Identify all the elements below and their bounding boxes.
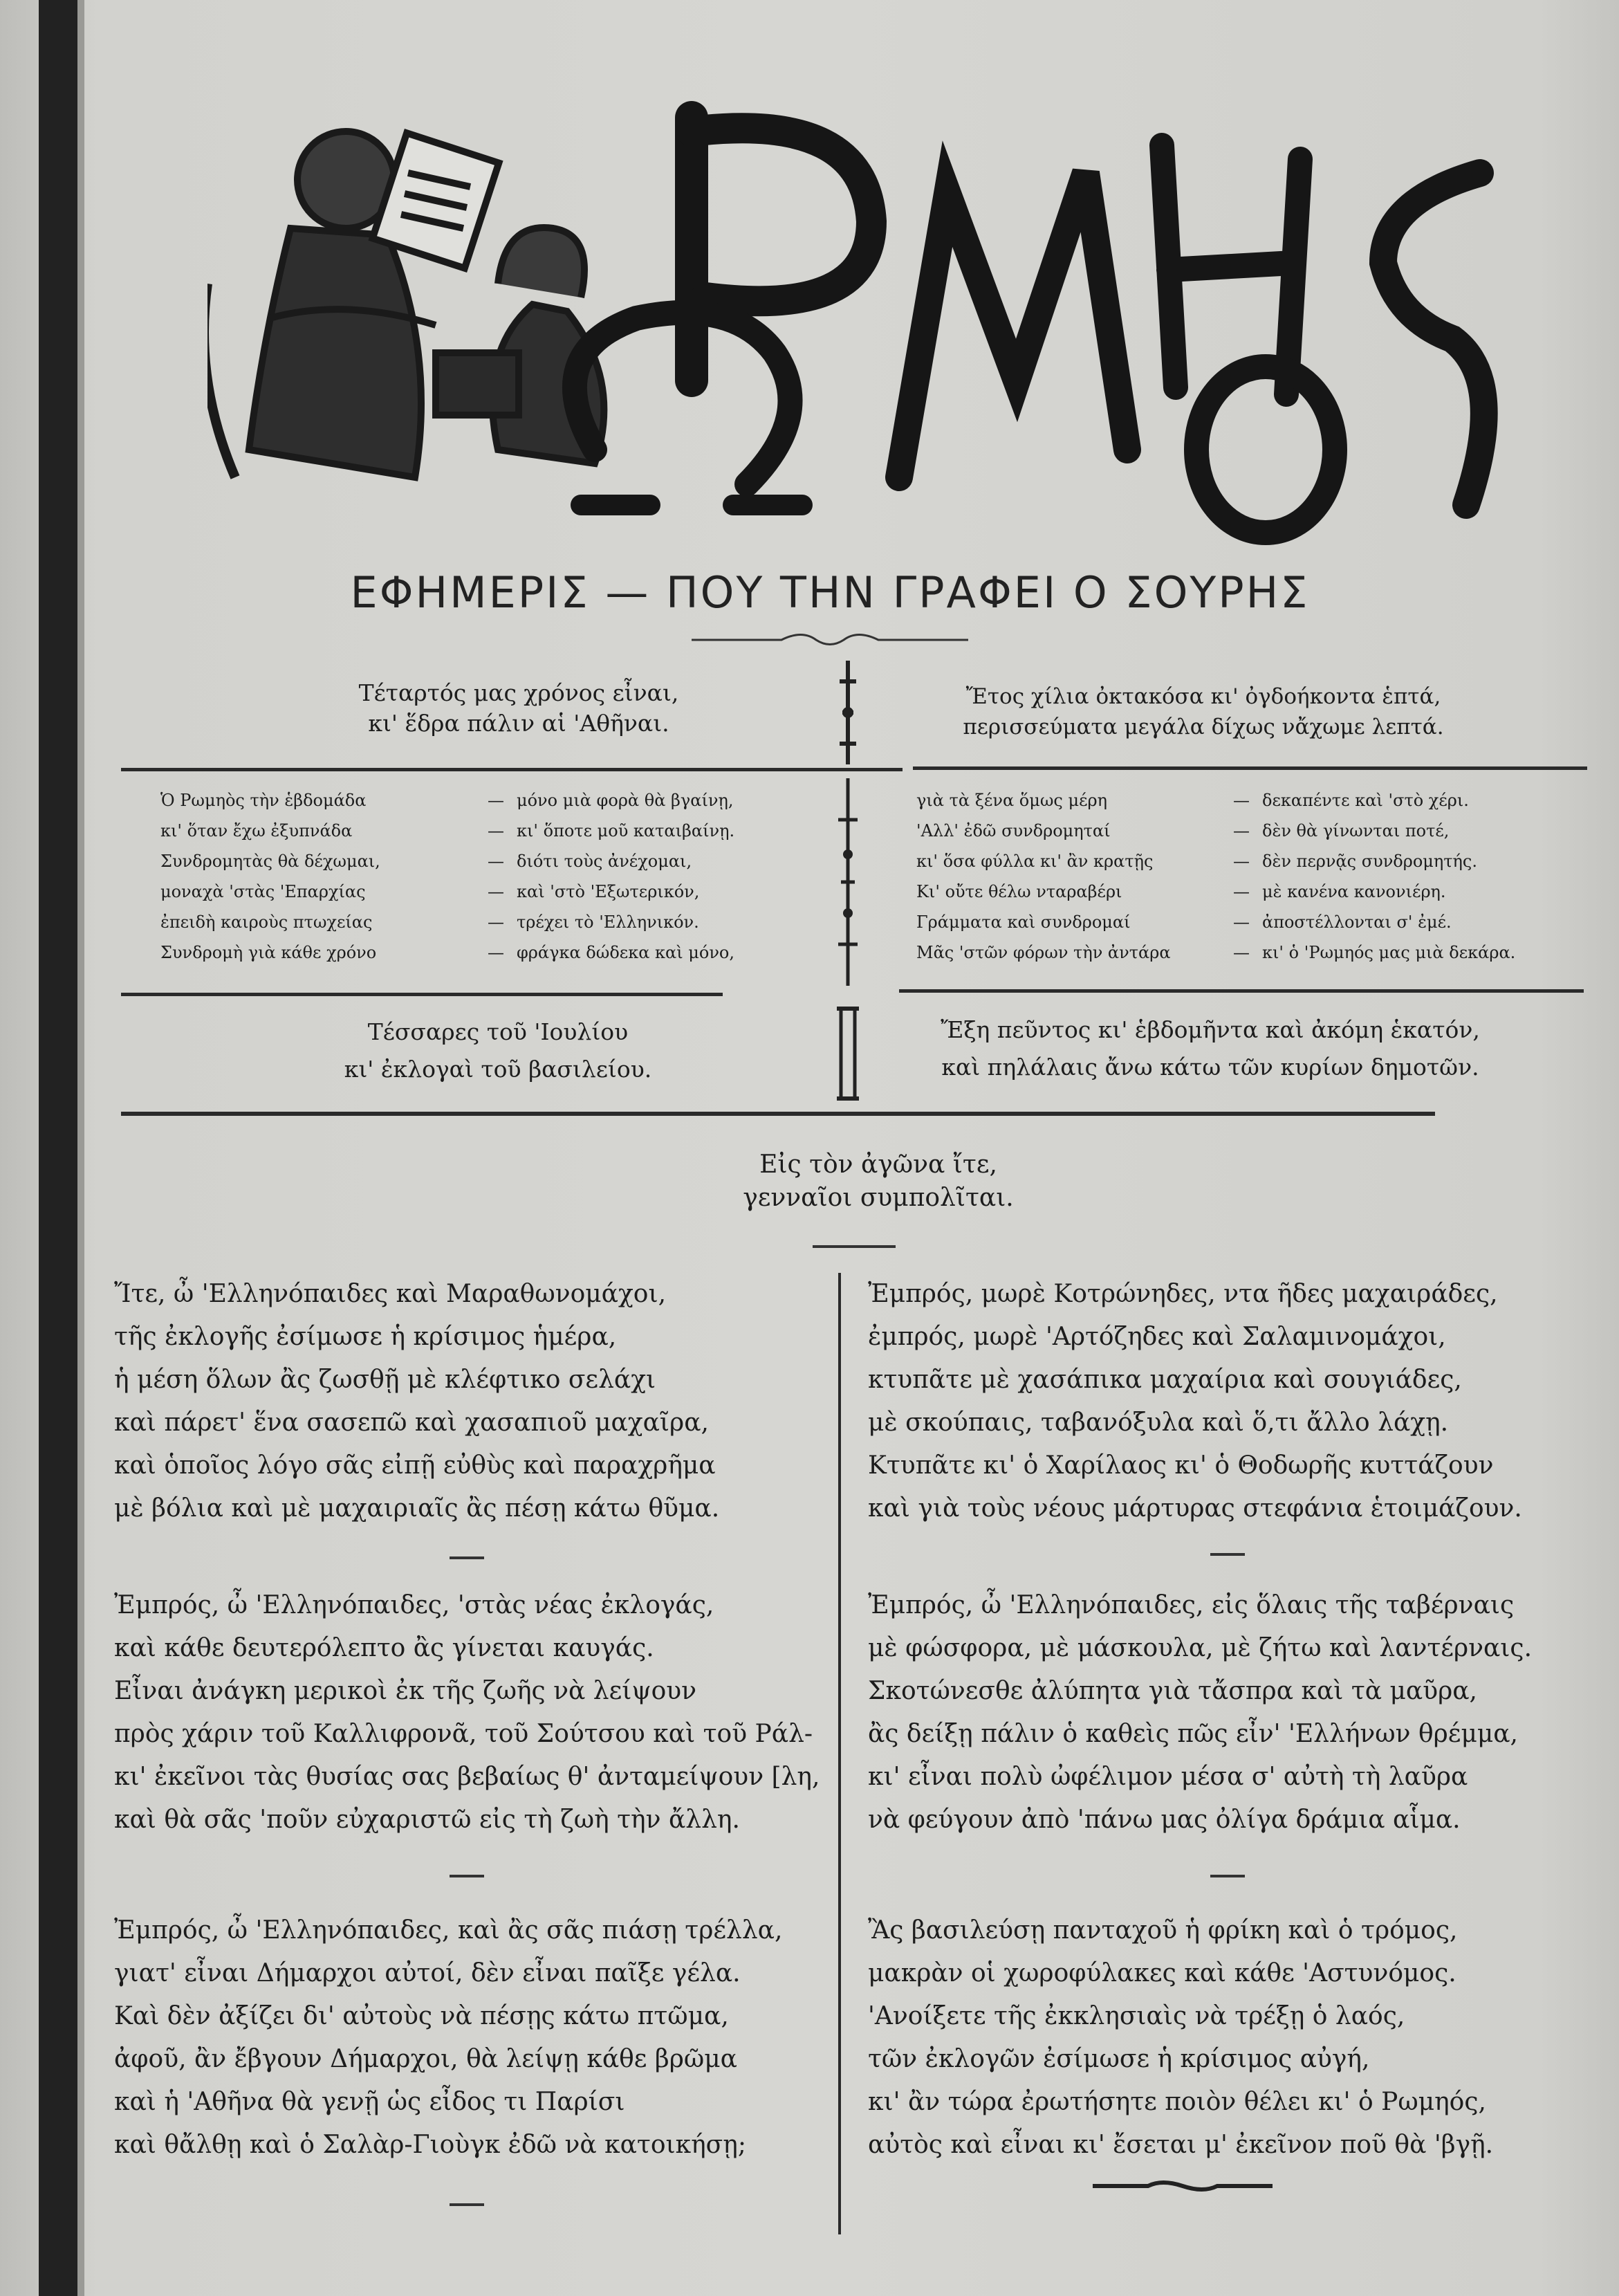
- ledger-row: γιὰ τὰ ξένα ὅμως μέρη — δεκαπέντε καὶ 'στὸ χέρι.: [916, 791, 1469, 810]
- ledger-row: Κι' οὔτε θέλω νταραβέρι — μὲ κανένα κανονιέρη.: [916, 882, 1446, 901]
- closing-flourish: [1093, 2179, 1273, 2193]
- election-note-left: [207, 1013, 788, 1088]
- binding-edge: [77, 0, 84, 2296]
- masthead-subtitle: ΕΦΗΜΕΡΙΣ — ΠΟΥ ΤΗΝ ΓΡΑΦΕΙ Ο ΣΟΥΡΗΣ: [350, 567, 1310, 618]
- poem-line: μὲ βόλια καὶ μὲ μαχαιριαῖς ἂς πέσῃ κάτω θῦμα.: [114, 1494, 720, 1523]
- poem-stanza-right-3: [868, 1909, 1580, 2167]
- motto-line: Εἰς τὸν ἀγῶνα ἴτε,: [759, 1150, 997, 1179]
- stanza-separator: [450, 2203, 484, 2206]
- ledger-row: κι' ὅταν ἔχω ἐξυπνάδα — κι' ὅποτε μοῦ καταιβαίνῃ.: [160, 821, 735, 841]
- poem-line: κι' εἶναι πολὺ ὠφέλιμον μέσα σ' αὐτὴ τὴ λαῦρα: [868, 1763, 1468, 1791]
- poem-line: Ἴτε, ὦ 'Ελληνόπαιδες καὶ Μαραθωνομάχοι,: [114, 1280, 667, 1308]
- poem-line: γιατ' εἶναι Δήμαρχοι αὐτοί, δὲν εἶναι παῖξε γέλα.: [114, 1959, 741, 1987]
- poem-line: Κτυπᾶτε κι' ὁ Χαρίλαος κι' ὁ Θοδωρῆς κυττάζουν: [868, 1451, 1494, 1480]
- poem-line: καὶ θὰ σᾶς 'ποῦν εὐχαριστῶ εἰς τὴ ζωὴ τὴν ἄλλη.: [114, 1806, 740, 1834]
- year-note-left: [207, 678, 830, 739]
- poem-line: Εἶναι ἀνάγκη μερικοὶ ἐκ τῆς ζωῆς νὰ λείψουν: [114, 1677, 697, 1705]
- poem-line: Ἐμπρός, μωρὲ Κοτρώνηδες, ντα ῆδες μαχαιράδες,: [868, 1280, 1498, 1308]
- poem-stanza-left-3: [114, 1909, 826, 2167]
- vertical-ornament: [834, 661, 862, 764]
- ledger-row: Ὁ Ρωμηὸς τὴν ἑβδομάδα — μόνο μιὰ φορὰ θὰ βγαίνῃ,: [160, 791, 734, 810]
- motto-rule: [813, 1245, 896, 1248]
- poem-motto: [678, 1148, 1079, 1215]
- poem-line: κι' ἂν τώρα ἐρωτήσητε ποιὸν θέλει κι' ὁ Ρωμηός,: [868, 2088, 1486, 2116]
- poem-line: Ἂς βασιλεύσῃ πανταχοῦ ἡ φρίκη καὶ ὁ τρόμος,: [868, 1916, 1458, 1945]
- stanza-separator: [450, 1556, 484, 1559]
- poem-line: μακρὰν οἱ χωροφύλακες καὶ κάθε 'Αστυνόμος.: [868, 1959, 1456, 1987]
- stanza-separator: [450, 1875, 484, 1877]
- vertical-ornament: [834, 1002, 862, 1105]
- poem-line: τῶν ἐκλογῶν ἐσίμωσε ἡ κρίσιμος αὐγή,: [868, 2045, 1370, 2073]
- year-note-right: [892, 681, 1515, 742]
- ledger-row: Συνδρομὴ γιὰ κάθε χρόνο — φράγκα δώδεκα καὶ μόνο,: [160, 943, 734, 962]
- election-note-left-line: Τέσσαρες τοῦ 'Ιουλίου: [367, 1018, 629, 1045]
- poem-line: Ἐμπρός, ὦ 'Ελληνόπαιδες, εἰς ὅλαις τῆς ταβέρναις: [868, 1591, 1515, 1619]
- poem-line: καὶ ἡ 'Αθῆνα θὰ γενῇ ὡς εἶδος τι Παρίσι: [114, 2088, 625, 2116]
- year-note-left-line: Τέταρτός μας χρόνος εἶναι,: [358, 679, 679, 706]
- masthead-title-letters: [575, 118, 1484, 533]
- poem-line: ἂς δείξῃ πάλιν ὁ καθεὶς πῶς εἶν' 'Ελλήνων θρέμμα,: [868, 1720, 1518, 1748]
- poem-line: κτυπᾶτε μὲ χασάπικα μαχαίρια καὶ σουγιάδες,: [868, 1366, 1462, 1394]
- poem-line: μὲ σκούπαις, ταβανόξυλα καὶ ὅ,τι ἄλλο λάχῃ.: [868, 1408, 1449, 1437]
- ledger-row: Γράμματα καὶ συνδρομαί — ἀποστέλλονται σ' ἐμέ.: [916, 912, 1452, 932]
- poem-line: Ἐμπρός, ὦ 'Ελληνόπαιδες, 'στὰς νέας ἐκλογάς,: [114, 1591, 714, 1619]
- ledger-row: Συνδρομητὰς θὰ δέχωμαι, — διότι τοὺς ἀνέχομαι,: [160, 852, 692, 871]
- masthead: [207, 90, 1521, 547]
- masthead-logo: [207, 90, 1521, 547]
- poem-line: μὲ φώσφορα, μὲ μάσκουλα, μὲ ζήτω καὶ λαντέρναις.: [868, 1634, 1533, 1662]
- poem-line: καὶ ὁποῖος λόγο σᾶς εἰπῇ εὐθὺς καὶ παραχρῆμα: [114, 1451, 716, 1480]
- stanza-separator: [1210, 1553, 1245, 1556]
- election-note-right-line: καὶ πηλάλαις ἄνω κάτω τῶν κυρίων δημοτῶν.: [941, 1054, 1479, 1081]
- poem-stanza-right-2: [868, 1584, 1580, 1842]
- poem-line: ἀφοῦ, ἂν ἔβγουν Δήμαρχοι, θὰ λείψῃ κάθε βρῶμα: [114, 2045, 737, 2073]
- election-note-right-line: Ἔξη πεῦντος κι' ἑβδομῆντα καὶ ἀκόμη ἑκατόν,: [941, 1016, 1480, 1043]
- poem-line: ἐμπρός, μωρὲ 'Αρτόζηδες καὶ Σαλαμινομάχοι,: [868, 1323, 1446, 1351]
- rule: [121, 1112, 1435, 1116]
- subscription-ledger-left: [160, 785, 766, 968]
- poem-stanza-left-2: [114, 1584, 826, 1842]
- poem-stanza-right-1: [868, 1273, 1580, 1530]
- poem-line: αὐτὸς καὶ εἶναι κι' ἔσεται μ' ἐκεῖνον ποῦ θὰ 'βγῇ.: [868, 2131, 1494, 2159]
- poem-line: τῆς ἐκλογῆς ἐσίμωσε ἡ κρίσιμος ἡμέρα,: [114, 1323, 617, 1351]
- rule: [913, 766, 1587, 770]
- vertical-ornament: [834, 778, 862, 986]
- year-note-right-line: περισσεύματα μεγάλα δίχως νἄχωμε λεπτά.: [963, 715, 1444, 740]
- poem-line: νὰ φεύγουν ἀπὸ 'πάνω μας ὀλίγα δράμια αἷμα.: [868, 1806, 1461, 1834]
- poem-line: καὶ θἄλθῃ καὶ ὁ Σαλὰρ-Γιοὺγκ ἐδῶ νὰ κατοικήσῃ;: [114, 2131, 746, 2159]
- poem-line: καὶ κάθε δευτερόλεπτο ἂς γίνεται καυγάς.: [114, 1634, 654, 1662]
- stanza-separator: [1210, 1875, 1245, 1877]
- poem-line: πρὸς χάριν τοῦ Καλλιφρονᾶ, τοῦ Σούτσου καὶ τοῦ Ράλ-: [114, 1720, 813, 1748]
- ledger-row: Μᾶς 'στῶν φόρων τὴν ἀντάρα — κι' ὁ 'Ρωμηός μας μιὰ δεκάρα.: [916, 943, 1516, 962]
- subscription-ledger-right: [916, 785, 1560, 968]
- ledger-row: κι' ὅσα φύλλα κι' ἂν κρατῇς — δὲν περνᾷς συνδρομητής.: [916, 852, 1478, 871]
- rule: [121, 993, 723, 996]
- rule: [121, 768, 903, 771]
- ledger-row: 'Αλλ' ἐδῶ συνδρομηταί — δὲν θὰ γίνωνται ποτέ,: [916, 821, 1450, 841]
- ledger-row: μοναχὰ 'στὰς 'Επαρχίας — καὶ 'στὸ 'Εξωτερικόν,: [160, 882, 700, 901]
- rule: [899, 989, 1584, 993]
- column-divider: [838, 1273, 841, 2234]
- poem-line: Καὶ δὲν ἀξίζει δι' αὐτοὺς νὰ πέσῃς κάτω πτῶμα,: [114, 2002, 729, 2030]
- motto-line: γενναῖοι συμπολῖται.: [743, 1184, 1014, 1212]
- poem-line: καὶ πάρετ' ἕνα σασεπῶ καὶ χασαπιοῦ μαχαῖρα,: [114, 1408, 709, 1437]
- election-note-right: [899, 1011, 1521, 1086]
- binding-spine: [39, 0, 77, 2296]
- subtitle-flourish: [692, 630, 968, 650]
- election-note-left-line: κι' ἐκλογαὶ τοῦ βασιλείου.: [344, 1056, 652, 1083]
- poem-line: 'Ανοίξετε τῆς ἐκκλησιαὶς νὰ τρέξῃ ὁ λαός,: [868, 2002, 1405, 2030]
- poem-line: καὶ γιὰ τοὺς νέους μάρτυρας στεφάνια ἑτοιμάζουν.: [868, 1494, 1522, 1523]
- poem-line: Σκοτώνεσθε ἀλύπητα γιὰ τἄσπρα καὶ τὰ μαῦρα,: [868, 1677, 1477, 1705]
- ledger-row: ἐπειδὴ καιροὺς πτωχείας — τρέχει τὸ 'Ελληνικόν.: [160, 912, 699, 932]
- poem-line: κι' ἐκεῖνοι τὰς θυσίας σας βεβαίως θ' ἀνταμείψουν [λη,: [114, 1763, 820, 1791]
- year-note-right-line: Ἔτος χίλια ὀκτακόσα κι' ὀγδοήκοντα ἑπτά,: [965, 684, 1441, 709]
- poem-stanza-left-1: [114, 1273, 826, 1530]
- poem-line: ἡ μέση ὅλων ἂς ζωσθῇ μὲ κλέφτικο σελάχι: [114, 1366, 656, 1394]
- masthead-illustration: [207, 131, 604, 477]
- year-note-left-line: κι' ἕδρα πάλιν αἱ 'Αθῆναι.: [368, 710, 669, 737]
- poem-line: Ἐμπρός, ὦ 'Ελληνόπαιδες, καὶ ἂς σᾶς πιάσῃ τρέλλα,: [114, 1916, 783, 1945]
